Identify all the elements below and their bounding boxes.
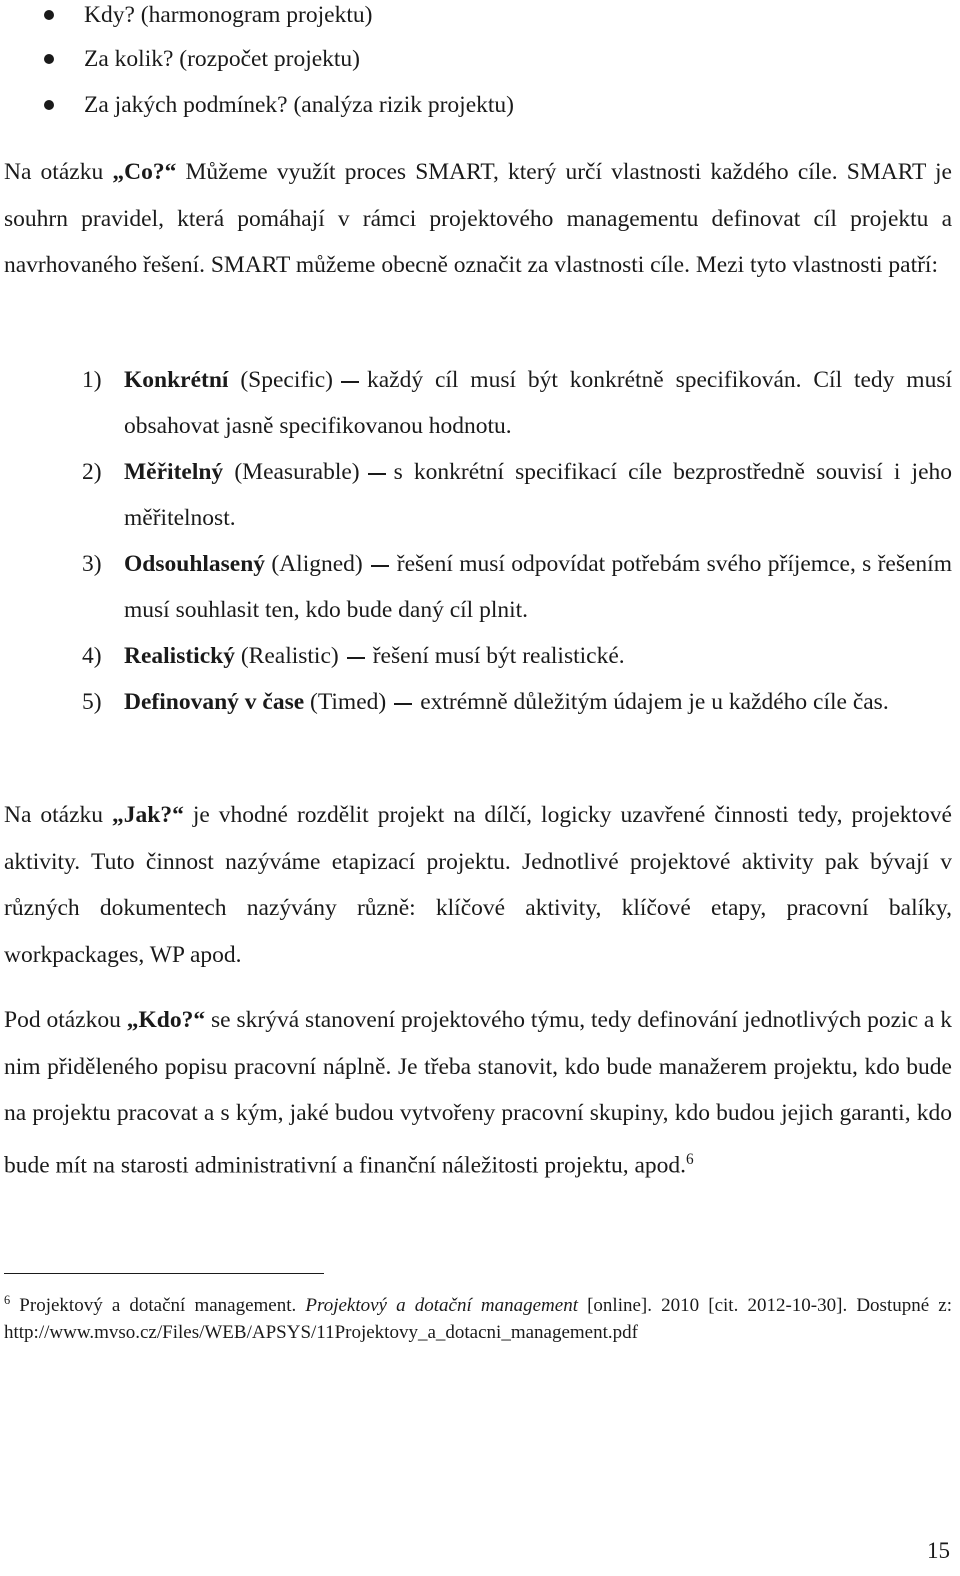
dash-icon [394, 703, 412, 705]
footnote-reference: 6 [686, 1150, 694, 1168]
bullet-text: Kdy? (harmonogram projektu) [84, 2, 373, 28]
smart-term: Realistický [124, 643, 235, 669]
smart-term: Konkrétní [124, 367, 229, 393]
footnote-separator [4, 1273, 324, 1274]
question-kdo: „Kdo?“ [126, 1007, 206, 1033]
page-number: 15 [927, 1538, 950, 1563]
bullet-dot-icon [44, 100, 54, 110]
smart-item: 2) Měřitelný (Measurable) s konkrétní specifikací cíle bezprostředně souvisí i jeho měřitelnost. [82, 459, 952, 531]
footnote-title: Projektový a dotační management [305, 1294, 578, 1316]
smart-item: 5) Definovaný v čase (Timed) extrémně důležitým údajem je u každého cíle čas. [82, 689, 889, 715]
dash-icon [368, 473, 386, 475]
paragraph-kdo: Pod otázkou „Kdo?“ se skrývá stanovení projektového týmu, tedy definování jednotlivých pozic a k nim přiděleného popisu pracovní náplně. Je třeba stanovit, kdo bude manažerem projektu, kdo bude na projektu pracovat a s kým, jaké budou vytvořeny pracovní skupiny, kdo budou jejich garanti, kdo bude mít na starosti administrativní a finanční náležitosti projektu, apod.$^6$ [4, 1007, 952, 1178]
smart-term: Měřitelný [124, 459, 224, 485]
footnote-mark: 6 [4, 1293, 11, 1307]
bullet-dot-icon [44, 54, 54, 64]
dash-icon [341, 381, 359, 383]
bullet-text: Za jakých podmínek? (analýza rizik projektu) [84, 92, 514, 118]
question-co: „Co?“ [112, 159, 177, 185]
bullet-dot-icon [44, 10, 54, 20]
dash-icon [347, 657, 365, 659]
smart-item: 3) Odsouhlasený (Aligned) řešení musí odpovídat potřebám svého příjemce, s řešením musí souhlasit ten, kdo bude daný cíl plnit. [82, 551, 952, 623]
dash-icon [371, 565, 389, 567]
smart-list [4, 357, 952, 725]
footnote: $^6$ Projektový a dotační management. Projektový a dotační management [online]. 2010 [cit. 2012-10-30]. Dostupné z: http://www.mvso.cz/Files/WEB/APSYS/11Projektovy_a_dotacni_management.pdf [4, 1293, 952, 1343]
paragraph-jak: Na otázku „Jak?“ je vhodné rozdělit projekt na dílčí, logicky uzavřené činnosti tedy, projektové aktivity. Tuto činnost nazýváme etapizací projektu. Jednotlivé projektové aktivity pak bývají v různých dokumentech nazývány různě: klíčové aktivity, klíčové etapy, pracovní balíky, workpackages, WP apod. [4, 802, 952, 968]
smart-term: Odsouhlasený [124, 551, 266, 577]
smart-item: 4) Realistický (Realistic) řešení musí být realistické. [82, 643, 625, 669]
smart-term: Definovaný v čase [124, 689, 305, 715]
bullet-text: Za kolik? (rozpočet projektu) [84, 46, 361, 72]
smart-item: 1) Konkrétní (Specific) každý cíl musí být konkrétně specifikován. Cíl tedy musí obsahovat jasně specifikovanou hodnotu. [82, 367, 952, 439]
paragraph-co: Na otázku „Co?“ Můžeme využít proces SMART, který určí vlastnosti každého cíle. SMART je souhrn pravidel, která pomáhají v rámci projektového managementu definovat cíl projektu a navrhovaného řešení. SMART můžeme obecně označit za vlastnosti cíle. Mezi tyto vlastnosti patří: [4, 159, 952, 278]
question-jak: „Jak?“ [112, 802, 184, 828]
